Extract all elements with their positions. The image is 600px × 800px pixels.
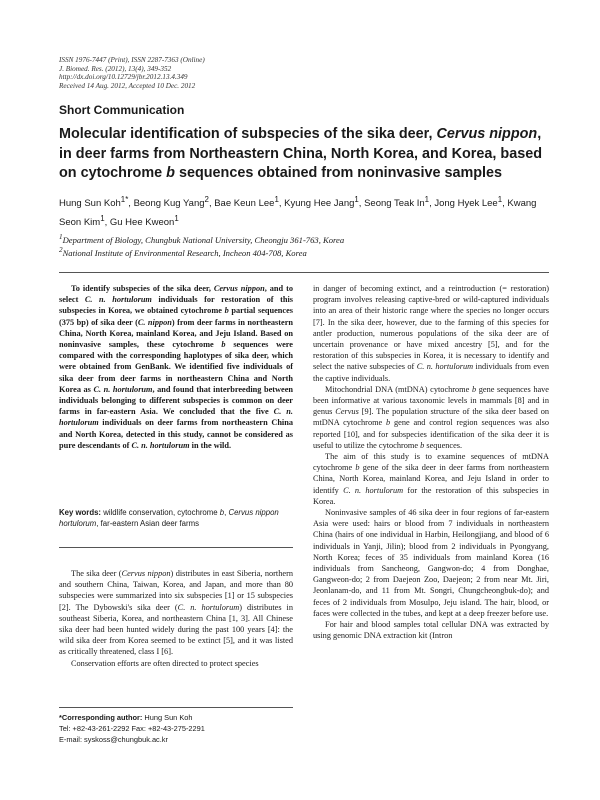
keywords-label: Key words: <box>59 508 102 517</box>
affiliation: $^1$Department of Biology, Chungbuk National University, Cheongju 361-763, Korea <box>59 233 345 245</box>
author: Jong Hyek Lee$^1$ <box>434 195 503 210</box>
footnote-divider <box>59 707 293 708</box>
correspondence <box>59 712 293 745</box>
author: Kwang Seon Kim$^1$ <box>59 198 537 229</box>
doi-link[interactable]: http://dx.doi.org/10.12729/jbr.2012.13.4.349 <box>59 73 188 82</box>
author: Beong Kug Yang$^2$ <box>133 195 209 210</box>
keywords-divider <box>59 547 293 548</box>
affiliations <box>59 232 549 258</box>
keywords: Key words: wildlife conservation, cytochrome b, Cervus nippon hortulorum, far-eastern Asian deer farms <box>59 508 279 528</box>
issn-line: ISSN 1976-7447 (Print), ISSN 2287-7363 (Online) <box>59 56 205 64</box>
author: Gu Hee Kweon$^1$ <box>109 214 179 229</box>
paragraph: The sika deer (Cervus nippon) distributes in east Siberia, northern and southern China, Taiwan, Korea, and Japan, and more than 80 subspecies were summarized into six subspecies [1] or 15 subspecies [2]. The Dybowski's sika deer (C. n. hortulorum) distributes in southeast Siberia, Korea, and northeastern China [1, 3]. All Chinese sika deer had been hunted widely during the past 100 years [4]: the wild sika deer from Korea seemed to be extinct [5], and it was listed as critically threatened, class I [6]. <box>59 569 294 657</box>
article-title <box>59 125 549 184</box>
title-text: , in deer farms from Northeastern China, North Korea, and Korea, based on cytochrome <box>59 126 542 181</box>
journal-meta <box>59 56 205 90</box>
paragraph: For hair and blood samples total cellular DNA was extracted by using genomic DNA extraction kit (Intron <box>313 620 549 641</box>
paragraph: The aim of this study is to examine sequences of mtDNA cytochrome b gene of the sika deer in deer farms from northeastern China, North Korea, mainland Korea, and Jeju Island in order to identify C. n. hortulorum for the restoration of this subspecies in Korea. <box>313 452 550 506</box>
author: Hung Sun Koh$^{1*}$ <box>59 195 129 210</box>
corr-phone: Tel: +82-43-261-2292 Fax: +82-43-275-2291 <box>59 724 205 733</box>
title-gene: b <box>166 165 175 181</box>
title-species: Cervus nippon <box>436 126 538 142</box>
title-text: sequences obtained from noninvasive samples <box>174 165 503 181</box>
article-type: Short Communication <box>59 103 185 117</box>
affiliation: $^2$National Institute of Environmental Research, Incheon 404-708, Korea <box>59 245 307 258</box>
author: Seong Teak In$^1$ <box>364 195 430 210</box>
paragraph: Noninvasive samples of 46 sika deer in four regions of far-eastern Asia were used: hairs or blood from 7 individuals in northeastern China (hairs of one individual in Harbin, Heilongjiang, and blood of 6 individuals in Yanji, Jilin); blood from 2 individuals in Pyongyang, North Korea; feces of 35 individuals from mainland Korea (16 individuals from Sancheong, Gangwon-do; 4 from Donghae, Gangweon-do; 2 from Daejeon Zoo, Daejeon; 2 from near Mt. Jiri, Jeonlanam-do, and 11 from Mt. Songri, Chungcheongbuk-do); and feces of 2 individuals from Mosulpo, Jeju island. The hair, blood, or faces were collected in the tubes, and kept at a deep freezer before use. <box>313 508 549 618</box>
citation-line: J. Biomed. Res. (2012), 13(4), 349-352 <box>59 64 172 73</box>
abstract: To identify subspecies of the sika deer, Cervus nippon, and to select C. n. hortulorum individuals for restoration of this subspecies in Korea, we obtained cytochrome b partial sequences (375 bp) of sika deer (C. nippon) from deer farms in northeastern China, North Korea, mainland Korea, and Jeju Island. Based on noninvasive samples, these cytochrome b sequences were compared with the corresponding haplotypes of sika deer, which were obtained from GenBank. We identified five individuals of sika deer from deer farms in northeastern China and North Korea as C. n. hortulorum, and found that interbreeding between individuals belonging to different subspecies is common on deer farms in far-eastern Asia. We concluded that the five C. n. hortulorum individuals on deer farms from northeastern China and North Korea, detected in this study, cannot be considered as pure descendants of C. n. hortulorum in the wild. <box>59 284 294 450</box>
body-right-column <box>313 283 549 642</box>
introduction <box>59 568 293 669</box>
corr-name: Hung Sun Koh <box>142 713 193 722</box>
corr-label: *Corresponding author: <box>59 713 143 722</box>
paragraph: in danger of becoming extinct, and a reintroduction (= restoration) program involves releasing captive-bred or wild-captured individuals into an area of their historic range where the species no longer occurs [7]. In the sika deer, however, due to the farming of this species for antler production, numerous populations of the sika deer are of uncertain provenance or have mixed ancestry [5], and for the restoration of this subspecies in Korea, it is necessary to identify and select the native subspecies of C. n. hortulorum individuals from even the captive individuals. <box>313 284 550 383</box>
paragraph: Mitochondrial DNA (mtDNA) cytochrome b gene sequences have been informative at various taxonomic levels in mammals [8] and in genus Cervus [9]. The population structure of the sika deer based on mtDNA cytochrome b gene and control region sequences was also reported [10], and for subspecies identification of the sika deer it is useful to utilize the cytochrome b sequences. <box>313 384 549 450</box>
author-list: Hung Sun Koh$^{1*}$, Beong Kug Yang$^2$, Bae Keun Lee$^1$, Kyung Hee Jang$^1$, Seong Teak In$^1$, Jong Hyek Lee$^1$, Kwang Seon Kim$^1$, Gu Hee Kweon$^1$ <box>59 195 537 229</box>
author: Kyung Hee Jang$^1$ <box>284 195 359 210</box>
title-text: Molecular identification of subspecies of the sika deer, <box>59 126 437 142</box>
corr-email[interactable]: E-mail: syskoss@chungbuk.ac.kr <box>59 735 168 744</box>
author: Bae Keun Lee$^1$ <box>214 195 279 210</box>
received-line: Received 14 Aug. 2012, Accepted 10 Dec. 2012 <box>59 81 196 90</box>
header-divider <box>59 272 549 273</box>
paragraph: Conservation efforts are often directed to protect species <box>71 658 259 668</box>
